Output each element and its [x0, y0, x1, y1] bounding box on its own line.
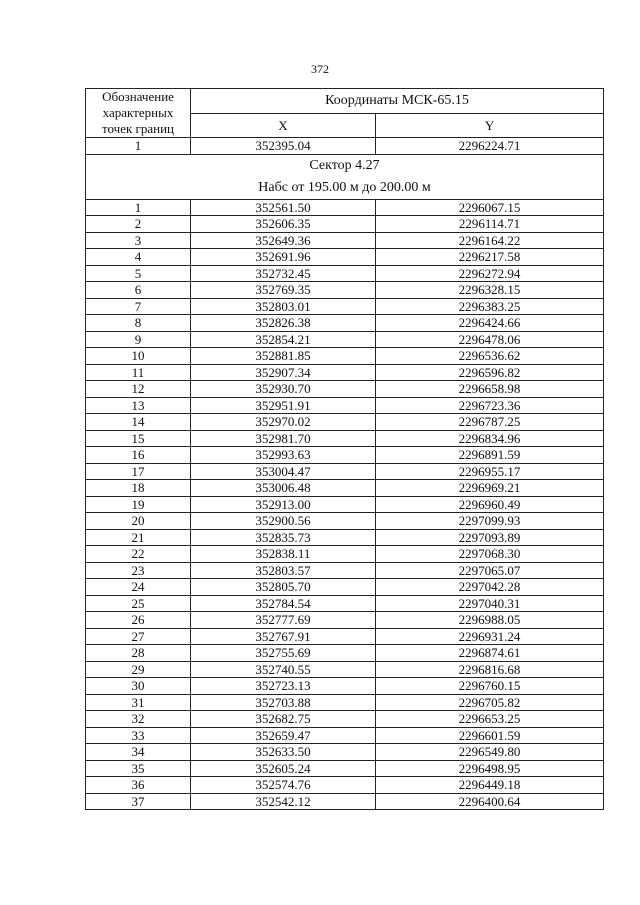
y-value: 2296224.71 — [376, 138, 604, 155]
x-value: 352691.96 — [191, 249, 376, 266]
point-number: 6 — [86, 282, 191, 299]
x-value: 352740.55 — [191, 661, 376, 678]
y-value: 2296536.62 — [376, 348, 604, 365]
x-value: 352732.45 — [191, 265, 376, 282]
x-value: 352835.73 — [191, 529, 376, 546]
point-number: 1 — [86, 199, 191, 216]
y-value: 2296549.80 — [376, 744, 604, 761]
y-value: 2296955.17 — [376, 463, 604, 480]
y-value: 2296960.49 — [376, 496, 604, 513]
y-value: 2297093.89 — [376, 529, 604, 546]
coordinates-table — [85, 88, 604, 810]
x-value: 352777.69 — [191, 612, 376, 629]
y-value: 2296891.59 — [376, 447, 604, 464]
x-value: 352981.70 — [191, 430, 376, 447]
table-row — [86, 777, 604, 794]
y-value: 2296400.64 — [376, 793, 604, 810]
point-number: 35 — [86, 760, 191, 777]
section-heading — [86, 154, 604, 199]
y-value: 2296449.18 — [376, 777, 604, 794]
y-value: 2296874.61 — [376, 645, 604, 662]
x-value: 352633.50 — [191, 744, 376, 761]
y-value: 2296498.95 — [376, 760, 604, 777]
y-value: 2296272.94 — [376, 265, 604, 282]
table-row — [86, 265, 604, 282]
table-row — [86, 579, 604, 596]
point-number: 4 — [86, 249, 191, 266]
table-row — [86, 348, 604, 365]
table-row — [86, 496, 604, 513]
y-value: 2296067.15 — [376, 199, 604, 216]
y-value: 2297068.30 — [376, 546, 604, 563]
x-value: 352769.35 — [191, 282, 376, 299]
y-value: 2297042.28 — [376, 579, 604, 596]
header-label-line: характерных — [102, 105, 174, 120]
table-row — [86, 612, 604, 629]
x-value: 352993.63 — [191, 447, 376, 464]
x-value: 352951.91 — [191, 397, 376, 414]
point-number: 21 — [86, 529, 191, 546]
section-subtitle: Набс от 195.00 м до 200.00 м — [258, 179, 431, 195]
point-number: 34 — [86, 744, 191, 761]
table-row — [86, 760, 604, 777]
x-value: 352574.76 — [191, 777, 376, 794]
table-row — [86, 661, 604, 678]
table-row — [86, 331, 604, 348]
x-value: 352703.88 — [191, 694, 376, 711]
x-value: 352542.12 — [191, 793, 376, 810]
y-value: 2296931.24 — [376, 628, 604, 645]
x-value: 352803.01 — [191, 298, 376, 315]
table-row — [86, 138, 604, 155]
point-number: 15 — [86, 430, 191, 447]
point-number: 17 — [86, 463, 191, 480]
table-row — [86, 364, 604, 381]
table-row — [86, 562, 604, 579]
table-row — [86, 480, 604, 497]
x-value: 352803.57 — [191, 562, 376, 579]
x-value: 353004.47 — [191, 463, 376, 480]
point-number: 27 — [86, 628, 191, 645]
x-value: 352854.21 — [191, 331, 376, 348]
y-value: 2296164.22 — [376, 232, 604, 249]
point-number: 30 — [86, 678, 191, 695]
point-number: 11 — [86, 364, 191, 381]
table-row — [86, 381, 604, 398]
point-number: 33 — [86, 727, 191, 744]
y-value: 2296601.59 — [376, 727, 604, 744]
table-row — [86, 694, 604, 711]
table-row — [86, 463, 604, 480]
table-row — [86, 546, 604, 563]
x-value: 352826.38 — [191, 315, 376, 332]
point-number: 3 — [86, 232, 191, 249]
x-value: 352659.47 — [191, 727, 376, 744]
y-value: 2296658.98 — [376, 381, 604, 398]
table-row — [86, 298, 604, 315]
point-number: 23 — [86, 562, 191, 579]
y-value: 2296723.36 — [376, 397, 604, 414]
x-value: 352970.02 — [191, 414, 376, 431]
y-value: 2296424.66 — [376, 315, 604, 332]
table-row — [86, 711, 604, 728]
y-value: 2296383.25 — [376, 298, 604, 315]
table-row — [86, 216, 604, 233]
section-row — [86, 154, 604, 199]
point-number: 5 — [86, 265, 191, 282]
x-value: 352784.54 — [191, 595, 376, 612]
point-number: 32 — [86, 711, 191, 728]
point-number: 10 — [86, 348, 191, 365]
y-value: 2296478.06 — [376, 331, 604, 348]
y-value: 2296787.25 — [376, 414, 604, 431]
y-value: 2296988.05 — [376, 612, 604, 629]
table-row — [86, 678, 604, 695]
x-value: 352649.36 — [191, 232, 376, 249]
x-value: 352561.50 — [191, 199, 376, 216]
point-number: 13 — [86, 397, 191, 414]
x-value: 352881.85 — [191, 348, 376, 365]
x-value: 352682.75 — [191, 711, 376, 728]
point-number: 16 — [86, 447, 191, 464]
y-value: 2297099.93 — [376, 513, 604, 530]
y-value: 2296834.96 — [376, 430, 604, 447]
table-row — [86, 282, 604, 299]
x-value: 352605.24 — [191, 760, 376, 777]
table-row — [86, 529, 604, 546]
y-value: 2296328.15 — [376, 282, 604, 299]
y-value: 2296969.21 — [376, 480, 604, 497]
header-label-line: точек границ — [101, 121, 175, 136]
header-label-line: Обозначение — [102, 89, 174, 104]
x-value: 352913.00 — [191, 496, 376, 513]
point-number: 8 — [86, 315, 191, 332]
x-value: 352805.70 — [191, 579, 376, 596]
table-row — [86, 793, 604, 810]
y-value: 2296760.15 — [376, 678, 604, 695]
table-row — [86, 727, 604, 744]
point-number: 31 — [86, 694, 191, 711]
x-value: 352900.56 — [191, 513, 376, 530]
table-row — [86, 645, 604, 662]
coordinates-header: Координаты МСК-65.15 — [191, 89, 604, 114]
y-value: 2296596.82 — [376, 364, 604, 381]
table-row — [86, 232, 604, 249]
table-row — [86, 628, 604, 645]
table-row — [86, 199, 604, 216]
point-number: 19 — [86, 496, 191, 513]
point-number: 28 — [86, 645, 191, 662]
x-value: 352395.04 — [191, 138, 376, 155]
table-row — [86, 430, 604, 447]
point-number: 7 — [86, 298, 191, 315]
table-row — [86, 315, 604, 332]
point-number: 29 — [86, 661, 191, 678]
point-number: 24 — [86, 579, 191, 596]
table-row — [86, 744, 604, 761]
header-row — [86, 89, 604, 114]
point-number: 14 — [86, 414, 191, 431]
y-value: 2297040.31 — [376, 595, 604, 612]
y-column-header: Y — [376, 113, 604, 138]
table-row — [86, 249, 604, 266]
point-number: 9 — [86, 331, 191, 348]
point-number: 37 — [86, 793, 191, 810]
point-number: 1 — [86, 138, 191, 155]
table-row — [86, 397, 604, 414]
x-column-header: X — [191, 113, 376, 138]
point-number: 2 — [86, 216, 191, 233]
y-value: 2296816.68 — [376, 661, 604, 678]
y-value: 2296217.58 — [376, 249, 604, 266]
x-value: 353006.48 — [191, 480, 376, 497]
table-row — [86, 447, 604, 464]
x-value: 352907.34 — [191, 364, 376, 381]
point-number: 26 — [86, 612, 191, 629]
table-row — [86, 595, 604, 612]
x-value: 352755.69 — [191, 645, 376, 662]
page-number: 372 — [311, 62, 329, 76]
y-value: 2297065.07 — [376, 562, 604, 579]
x-value: 352723.13 — [191, 678, 376, 695]
point-number: 22 — [86, 546, 191, 563]
x-value: 352930.70 — [191, 381, 376, 398]
y-value: 2296653.25 — [376, 711, 604, 728]
point-number: 25 — [86, 595, 191, 612]
x-value: 352767.91 — [191, 628, 376, 645]
x-value: 352838.11 — [191, 546, 376, 563]
point-number: 36 — [86, 777, 191, 794]
y-value: 2296705.82 — [376, 694, 604, 711]
table-row — [86, 513, 604, 530]
point-number: 12 — [86, 381, 191, 398]
y-value: 2296114.71 — [376, 216, 604, 233]
section-title: Сектор 4.27 — [309, 157, 380, 173]
point-number: 18 — [86, 480, 191, 497]
table-row — [86, 414, 604, 431]
point-number: 20 — [86, 513, 191, 530]
point-label-header — [86, 89, 191, 138]
x-value: 352606.35 — [191, 216, 376, 233]
